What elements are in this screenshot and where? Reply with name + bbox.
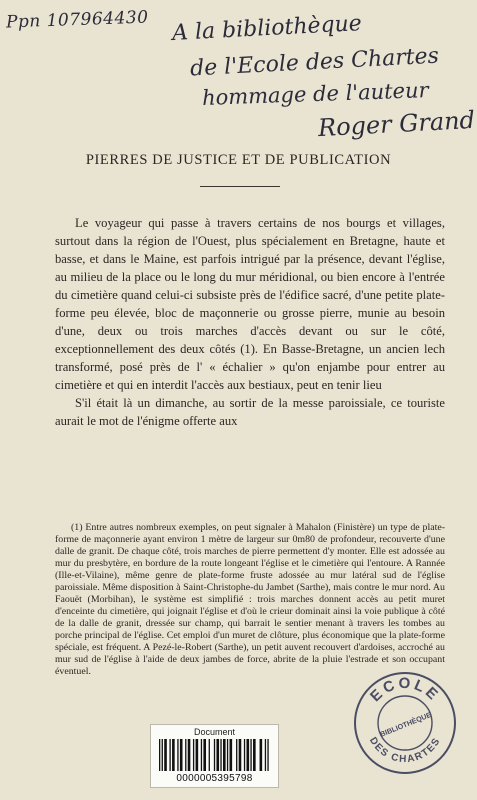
stamp-text-bottom: DES CHARTES bbox=[366, 735, 444, 766]
dedication-line-2: de l'Ecole des Chartes bbox=[189, 43, 440, 82]
barcode-bar bbox=[177, 739, 178, 771]
paragraph-1: Le voyageur qui passe à travers certains de nos bourgs et villages, surtout dans la région de l'Ouest, plus spécialement en Bretagne, haute et basse, et dans le Maine, est parfois intrigué par la présence, devant l'église, au milieu de la place ou le long du mur méridional, ou bien encore à l'entrée du cimetière quand celui-ci subsiste près de l'édifice sacré, d'une petite plate-forme peu élevée, bloc de maçonnerie ou grosse pierre, munie au besoin d'une, deux ou trois marches d'accès devant ou sur le côté, exceptionnellement des deux côtés (1). En Basse-Bretagne, un ancien lech transformé, posé près de l' « échalier » qu'on enjambe pour entrer au cimetière et qui en interdit l'accès aux bestiaux, peut en tenir lieu bbox=[55, 216, 445, 392]
barcode-bar bbox=[260, 739, 263, 771]
barcode-bar bbox=[164, 739, 167, 771]
barcode-bar bbox=[201, 739, 202, 771]
barcode-bar bbox=[244, 739, 245, 771]
barcode-bar bbox=[223, 739, 226, 771]
barcode-title: Document bbox=[193, 727, 236, 737]
barcode-bar bbox=[216, 739, 219, 771]
barcode-bar bbox=[193, 739, 194, 771]
barcode-bar bbox=[265, 739, 266, 771]
dedication-line-3: hommage de l'auteur bbox=[201, 78, 429, 110]
footnote: (1) Entre autres nombreux exemples, on peut signaler à Mahalon (Finistère) un type de plate-forme de maçonnerie ayant environ 1 mètre de largeur sur 0m80 de profondeur, recouverte d'une dalle de granit. De chaque côté, trois marches de pierre permettent d'y monter. Elle est adossée au mur du presbytère, en bordure de la route longeant l'église et le cimetière qui l'entoure. A Rannée (Ille-et-Vilaine), même genre de plate-forme fruste adossée au mur latéral sud de l'église paroissiale. Même disposition à Saint-Christophe-du Jambet (Sarthe), mais contre le mur nord. Au Faouët (Morbihan), le système est simplifié : trois marches donnent accès au petit muret d'enceinte du cimetière, qui joignait l'église et d'où le crieur dominait ainsi la voie publique à côté de la dalle de granit, dressée sur champ, qui barrait le sentier menant à travers les tombes au porche principal de l'église. Cet emploi d'un muret de clôture, plus économique que la plate-forme spéciale, est fréquent. A Pezé-le-Robert (Sarthe), un petit auvent recouvert d'ardoises, accroché au mur sud de l'église à l'aide de deux jambes de force, abrite de la pluie l'estrade et son occupant éventuel. bbox=[55, 522, 445, 677]
barcode-bar bbox=[169, 739, 170, 771]
barcode-bar bbox=[209, 739, 210, 771]
barcode-bar bbox=[185, 739, 186, 771]
barcode-bar bbox=[246, 739, 249, 771]
barcode-icon bbox=[159, 739, 270, 771]
author-signature: Roger Grand bbox=[317, 105, 476, 143]
paragraph-2: S'il était là un dimanche, au sortir de la messe paroissiale, ce touriste aurait le mot de l'énigme offerte aux bbox=[55, 396, 445, 428]
barcode-bar bbox=[172, 739, 175, 771]
title-rule bbox=[200, 186, 280, 187]
barcode-bar bbox=[162, 739, 163, 771]
barcode-bar bbox=[239, 739, 242, 771]
barcode-bar bbox=[267, 739, 268, 771]
barcode-bar bbox=[230, 739, 233, 771]
barcode-bar bbox=[188, 739, 191, 771]
barcode-number: 0000005395798 bbox=[176, 773, 253, 784]
barcode-bar bbox=[180, 739, 183, 771]
barcode-bar bbox=[227, 739, 228, 771]
barcode-bar bbox=[236, 739, 237, 771]
barcode-label bbox=[150, 724, 279, 788]
library-stamp bbox=[350, 668, 460, 778]
barcode-bar bbox=[159, 739, 160, 771]
barcode-bar bbox=[196, 739, 199, 771]
dedication-line-1: A la bibliothèque bbox=[171, 11, 363, 46]
body-text bbox=[55, 214, 445, 430]
barcode-bar bbox=[214, 739, 215, 771]
barcode-bar bbox=[203, 739, 206, 771]
barcode-bar bbox=[250, 739, 251, 771]
handwritten-shelfmark: Ppn 107964430 bbox=[5, 7, 149, 33]
stamp-text-top: ECOLE bbox=[366, 674, 444, 706]
barcode-bar bbox=[220, 739, 221, 771]
barcode-bar bbox=[253, 739, 256, 771]
document-title: PIERRES DE JUSTICE ET DE PUBLICATION bbox=[85, 152, 392, 168]
stamp-text-middle: BIBLIOTHÈQUE bbox=[378, 710, 433, 739]
